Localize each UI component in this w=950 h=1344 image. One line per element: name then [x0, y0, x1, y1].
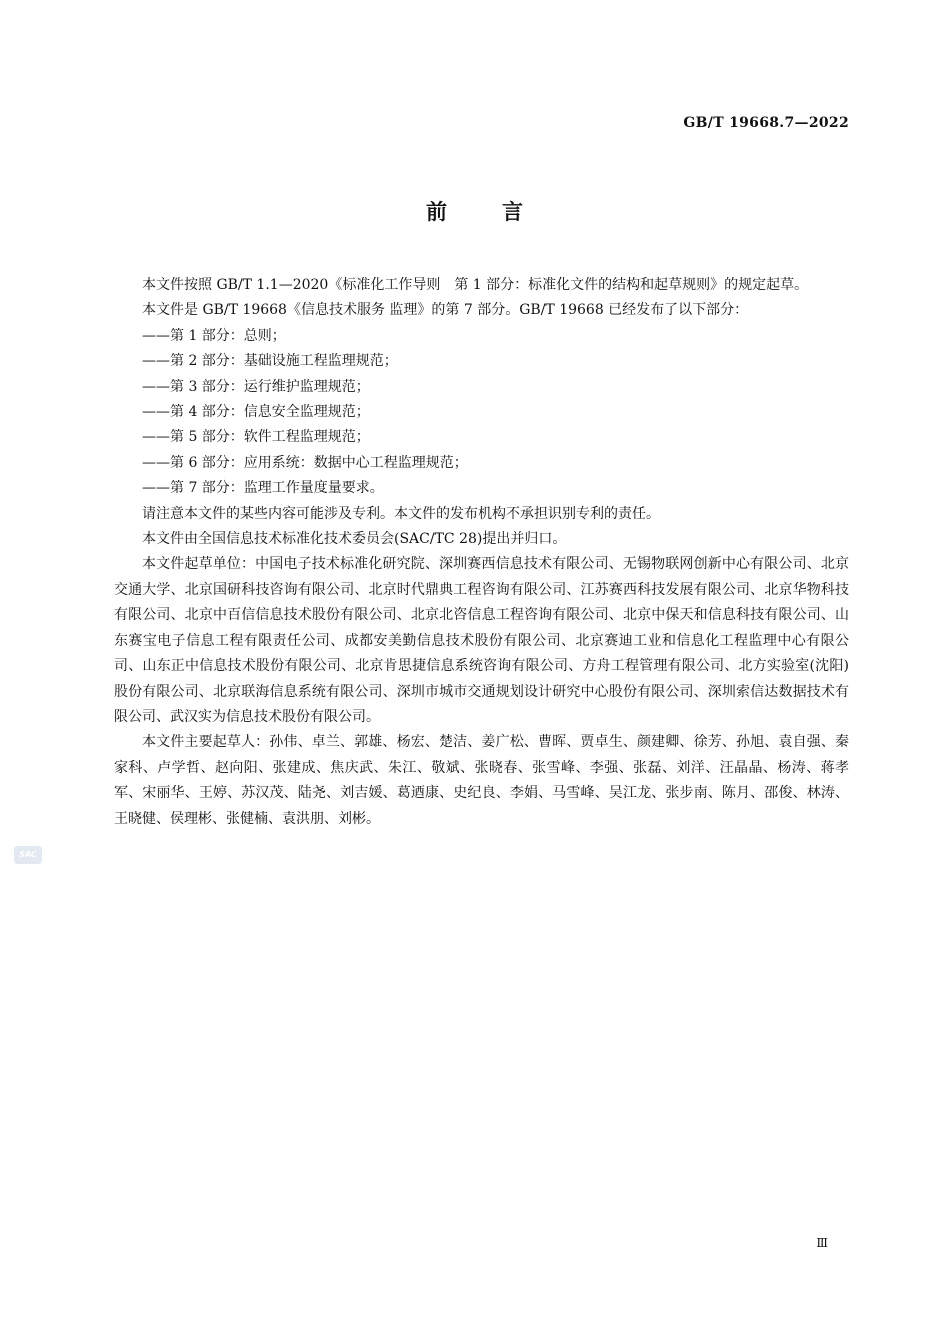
- page-number: Ⅲ: [816, 1236, 828, 1250]
- paragraph-patent-notice: 请注意本文件的某些内容可能涉及专利。本文件的发布机构不承担识别专利的责任。: [142, 505, 660, 522]
- foreword-body: [114, 273, 849, 832]
- paragraph-proposer: 本文件由全国信息技术标准化技术委员会(SAC/TC 28)提出并归口。: [142, 531, 567, 548]
- paragraph-part-info: 本文件是 GB/T 19668《信息技术服务 监理》的第 7 部分。GB/T 19668 已经发布了以下部分：: [142, 302, 749, 319]
- list-item: ——第 1 部分：总则；: [142, 327, 286, 344]
- sac-watermark-icon: SAC: [14, 846, 42, 864]
- page-title-char-1: 前: [426, 200, 448, 224]
- page-title: [0, 196, 950, 226]
- list-item: ——第 4 部分：信息安全监理规范；: [142, 404, 370, 421]
- page-title-char-2: 言: [502, 200, 524, 224]
- list-item: ——第 3 部分：运行维护监理规范；: [142, 378, 370, 395]
- paragraph-drafting-rules: 本文件按照 GB/T 1.1—2020《标准化工作导则 第 1 部分：标准化文件的结构和起草规则》的规定起草。: [142, 277, 809, 293]
- paragraph-drafters: 本文件主要起草人：孙伟、卓兰、郭雄、杨宏、楚洁、姜广松、曹晖、贾卓生、颜建卿、徐芳、孙旭、袁自强、秦家科、卢学哲、赵向阳、张建成、焦庆武、朱江、敬斌、张晓春、张雪峰、李强、张磊、刘洋、汪晶晶、杨涛、蒋孝军、宋丽华、王婷、苏汉茂、陆尧、刘吉媛、葛迺康、史纪良、李娟、马雪峰、吴江龙、张步南、陈月、邵俊、林涛、王晓健、侯理彬、张健楠、袁洪朋、刘彬。: [114, 734, 849, 827]
- list-item: ——第 5 部分：软件工程监理规范；: [142, 429, 370, 446]
- paragraph-drafting-organizations: 本文件起草单位：中国电子技术标准化研究院、深圳赛西信息技术有限公司、无锡物联网创新中心有限公司、北京交通大学、北京国研科技咨询有限公司、北京时代鼎典工程咨询有限公司、江苏赛西科技发展有限公司、北京华物科技有限公司、北京中百信信息技术股份有限公司、北京北咨信息工程咨询有限公司、北京中保天和信息科技有限公司、山东赛宝电子信息工程有限责任公司、成都安美勤信息技术股份有限公司、北京赛迪工业和信息化工程监理中心有限公司、山东正中信息技术股份有限公司、北京肯思捷信息系统咨询有限公司、方舟工程管理有限公司、北方实验室(沈阳)股份有限公司、北京联海信息系统有限公司、深圳市城市交通规划设计研究中心股份有限公司、深圳索信达数据技术有限公司、武汉实为信息技术股份有限公司。: [114, 556, 849, 725]
- list-item: ——第 2 部分：基础设施工程监理规范；: [142, 353, 398, 370]
- standard-number: GB/T 19668.7—2022: [683, 115, 849, 131]
- list-item: ——第 7 部分：监理工作量度量要求。: [142, 480, 384, 497]
- list-item: ——第 6 部分：应用系统：数据中心工程监理规范；: [142, 454, 468, 471]
